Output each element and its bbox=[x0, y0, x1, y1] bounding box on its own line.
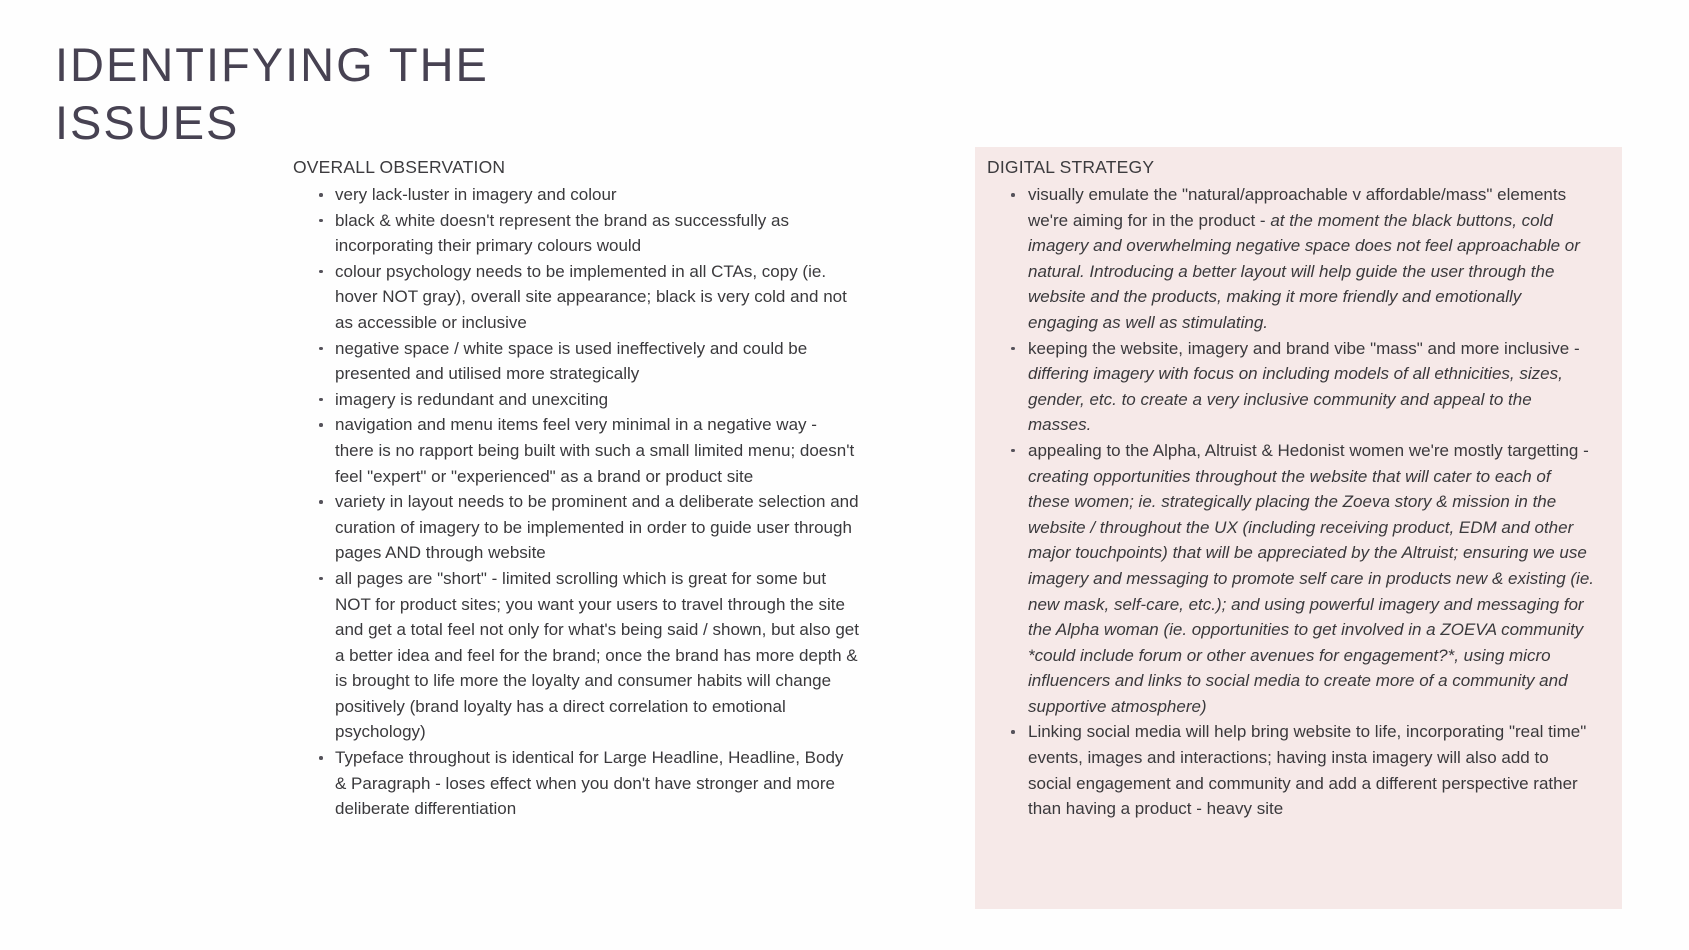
bullet-text: appealing to the Alpha, Altruist & Hedonist women we're mostly targetting - bbox=[1028, 440, 1589, 460]
overall-observation-heading: OVERALL OBSERVATION bbox=[293, 157, 506, 177]
bullet-icon bbox=[319, 398, 323, 402]
list-item bbox=[293, 745, 859, 822]
list-item bbox=[987, 182, 1595, 336]
bullet-text: imagery is redundant and unexciting bbox=[335, 389, 609, 409]
bullet-icon bbox=[319, 219, 323, 223]
bullet-text: Linking social media will help bring website to life, incorporating "real time" events, images and interactions; having insta imagery will also add to social engagement and community and add a different perspective rather than having a product - heavy site bbox=[1028, 722, 1587, 819]
bullet-icon bbox=[1011, 730, 1015, 734]
bullet-text: variety in layout needs to be prominent and a deliberate selection and curation of imagery to be implemented in order to guide user through pages AND through website bbox=[335, 492, 859, 563]
strategy-list bbox=[987, 182, 1595, 822]
bullet-text: visually emulate the "natural/approachable v affordable/mass" elements we're aiming for in the product - bbox=[1028, 185, 1567, 230]
bullet-text: Typeface throughout is identical for Large Headline, Headline, Body & Paragraph - loses effect when you don't have stronger and more deliberate differentiation bbox=[335, 748, 844, 819]
bullet-icon bbox=[319, 756, 323, 760]
list-item bbox=[293, 566, 859, 745]
list-item bbox=[293, 412, 859, 489]
bullet-text: colour psychology needs to be implemented in all CTAs, copy (ie. hover NOT gray), overall site appearance; black is very cold and not as accessible or inclusive bbox=[335, 261, 847, 332]
bullet-icon bbox=[319, 577, 323, 581]
list-item bbox=[293, 336, 859, 387]
bullet-icon bbox=[319, 193, 323, 197]
page-title-line1: IDENTIFYING THE bbox=[55, 38, 489, 91]
bullet-icon bbox=[319, 500, 323, 504]
digital-strategy-heading: DIGITAL STRATEGY bbox=[987, 157, 1155, 177]
bullet-text: keeping the website, imagery and brand vibe "mass" and more inclusive - bbox=[1028, 338, 1580, 358]
list-item bbox=[293, 182, 859, 208]
list-item bbox=[293, 489, 859, 566]
list-item bbox=[293, 387, 859, 413]
bullet-text-italic: differing imagery with focus on including models of all ethnicities, sizes, gender, etc. to create a very inclusive community and appeal to the masses. bbox=[1028, 364, 1563, 435]
list-item bbox=[987, 438, 1595, 720]
bullet-text: negative space / white space is used ineffectively and could be presented and utilised more strategically bbox=[335, 338, 808, 384]
list-item bbox=[293, 208, 859, 259]
observation-list bbox=[293, 182, 859, 822]
bullet-icon bbox=[319, 423, 323, 427]
bullet-text-italic: creating opportunities throughout the website that will cater to each of these women; ie. strategically placing the Zoeva story & mission in the website / throughout the UX (including receiving product, EDM and other major touchpoints) that will be appreciated by the Altruist; ensuring we use imagery and messaging to promote self care in products new & existing (ie. new mask, self-care, etc.); and using powerful imagery and messaging for the Alpha woman (ie. opportunities to get involved in a ZOEVA community *could include forum or other avenues for engagement?*, using micro influencers and links to social media to create more of a community and supportive atmosphere) bbox=[1028, 466, 1594, 716]
bullet-text: navigation and menu items feel very minimal in a negative way - there is no rapport being built with such a small limited menu; doesn't feel "expert" or "experienced" as a brand or product site bbox=[335, 415, 855, 486]
bullet-text-italic: at the moment the black buttons, cold imagery and overwhelming negative space does not feel approachable or natural. Introducing a better layout will help guide the user through the website and the products, making it more friendly and emotionally engaging as well as stimulating. bbox=[1028, 210, 1580, 332]
bullet-icon bbox=[1011, 347, 1015, 351]
bullet-text: black & white doesn't represent the brand as successfully as incorporating their primary colours would bbox=[335, 210, 789, 256]
list-item bbox=[987, 719, 1595, 821]
bullet-text: all pages are "short" - limited scrolling which is great for some but NOT for product sites; you want your users to travel through the site and get a total feel not only for what's being said / shown, but also get a better idea and feel for the brand; once the brand has more depth & is brought to life more the loyalty and consumer habits will change positively (brand loyalty has a direct correlation to emotional psychology) bbox=[335, 568, 859, 742]
bullet-icon bbox=[319, 347, 323, 351]
page-title bbox=[55, 36, 489, 152]
bullet-icon bbox=[1011, 449, 1015, 453]
bullet-icon bbox=[319, 270, 323, 274]
bullet-icon bbox=[1011, 193, 1015, 197]
list-item bbox=[293, 259, 859, 336]
list-item bbox=[987, 336, 1595, 438]
page-title-line2: ISSUES bbox=[55, 96, 240, 149]
digital-strategy-section bbox=[975, 147, 1622, 909]
bullet-text: very lack-luster in imagery and colour bbox=[335, 185, 617, 204]
overall-observation-section bbox=[293, 147, 859, 822]
